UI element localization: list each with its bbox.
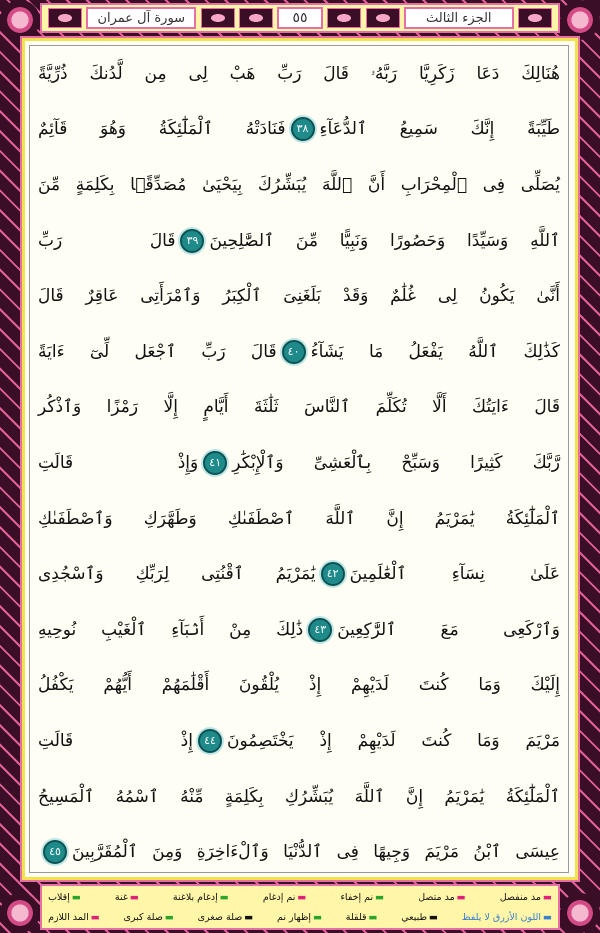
verse-text: طَيِّبَةً إِنَّكَ سَمِيعُ ٱلدُّعَآءِ [319, 119, 560, 140]
text-line [38, 546, 560, 602]
legend-item [124, 908, 174, 928]
color-swatch-icon: ▬ [375, 892, 385, 903]
color-swatch-icon: ▬ [164, 912, 174, 923]
color-swatch-icon: ▬ [429, 912, 439, 923]
ayah-number-marker: ٣٨ [291, 117, 315, 141]
text-line [38, 157, 560, 213]
verse-text: ذَٰلِكَ مِنْ أَنۢبَآءِ ٱلْغَيْبِ نُوحِيهِ [38, 619, 304, 640]
text-line [38, 324, 560, 380]
legend-label: غنة [114, 892, 128, 903]
verse-text: قَالَ رَبِّ [37, 230, 176, 251]
ornament [48, 8, 82, 28]
color-swatch-icon: ▬ [244, 912, 254, 923]
ayah-number-marker: ٣٩ [180, 229, 204, 253]
page-header [40, 3, 560, 33]
text-line [38, 46, 560, 102]
surah-title: سورة آل عمران [86, 7, 196, 29]
verse-text: كَذَٰلِكَ ٱللَّهُ يَفْعَلُ مَا يَشَآءُ [310, 341, 560, 362]
ayah-number-marker: ٤٢ [321, 562, 345, 586]
text-line [38, 268, 560, 324]
legend-item [173, 888, 229, 908]
corner-ornament [560, 0, 600, 40]
verse-text: رَّبَّكَ كَثِيرًا وَسَبِّحْ بِٱلْعَشِىِّ وَٱلْإِبْكَٰرِ [232, 452, 560, 473]
legend-row [48, 888, 552, 908]
text-line [38, 491, 560, 547]
ornament [327, 8, 361, 28]
text-line [38, 769, 560, 825]
ornament [201, 8, 235, 28]
color-swatch-icon: ▬ [543, 912, 552, 923]
text-line [38, 824, 560, 880]
ornament [518, 8, 552, 28]
legend-item [401, 908, 438, 928]
legend-label: مد متصل [418, 892, 455, 903]
color-swatch-icon: ▬ [297, 892, 307, 903]
verse-text: وَٱرْكَعِى مَعَ ٱلرَّٰكِعِينَ [337, 619, 560, 640]
verse-text: هُنَالِكَ دَعَا زَكَرِيَّا رَبَّهُۥ قَالَ رَبِّ هَبْ لِى مِن لَّدُنكَ ذُرِّيَّةً [38, 63, 560, 84]
legend-row [48, 908, 552, 928]
color-swatch-icon: ▬ [456, 892, 466, 903]
legend-label: إقلاب [48, 892, 70, 903]
verse-text: عِيسَى ٱبْنُ مَرْيَمَ وَجِيهًا فِى ٱلدُّنْيَا وَٱلْءَاخِرَةِ وَمِنَ ٱلْمُقَرَّبِينَ [72, 842, 560, 863]
legend-label: نم إخفاء [340, 892, 374, 903]
verse-text: إِلَيْكَ وَمَا كُنتَ لَدَيْهِمْ إِذْ يُلْقُونَ أَقْلَٰمَهُمْ أَيُّهُمْ يَكْفُلُ [38, 675, 560, 696]
verse-text: ٱللَّهِ وَسَيِّدًا وَحَصُورًا وَنَبِيًّا مِّنَ ٱلصَّٰلِحِينَ [209, 230, 560, 251]
text-line [38, 602, 560, 658]
color-swatch-icon: ▬ [71, 892, 81, 903]
legend-label: مد منفصل [499, 892, 542, 903]
color-swatch-icon: ▬ [368, 912, 378, 923]
verse-text: ٱلْمَلَٰٓئِكَةُ يَٰمَرْيَمُ إِنَّ ٱللَّهَ ٱصْطَفَىٰكِ وَطَهَّرَكِ وَٱصْطَفَىٰكِ [38, 508, 560, 529]
legend-label: إظهار نم [277, 912, 312, 923]
legend-item [418, 888, 465, 908]
legend-item [198, 908, 254, 928]
legend-label: إدغام بلاغنة [172, 892, 218, 903]
color-swatch-icon: ▬ [219, 892, 229, 903]
juz-title: الجزء الثالث [404, 7, 514, 29]
verse-text: ٱلْمَلَٰٓئِكَةُ يَٰمَرْيَمُ إِنَّ ٱللَّهَ يُبَشِّرُكِ بِكَلِمَةٍ مِّنْهُ ٱسْمُهُ ٱلْمَسِيحُ [38, 786, 560, 807]
color-swatch-icon: ▬ [90, 912, 100, 923]
quran-page [22, 38, 578, 880]
color-swatch-icon: ▬ [129, 892, 139, 903]
ornament [366, 8, 400, 28]
ayah-number-marker: ٤١ [203, 451, 227, 475]
verse-text: قَالَ رَبِّ ٱجْعَل لِّىٓ ءَايَةً [38, 341, 277, 362]
verse-text: فَنَادَتْهُ ٱلْمَلَٰٓئِكَةُ وَهُوَ قَآئِمٌ [37, 119, 286, 140]
legend-item [277, 908, 322, 928]
text-line [38, 435, 560, 491]
legend-label: طبيعي [401, 912, 428, 923]
color-swatch-icon: ▬ [313, 912, 323, 923]
text-line [38, 713, 560, 769]
legend-label: نم إدغام [262, 892, 296, 903]
corner-ornament [0, 0, 40, 40]
verse-text: يَٰمَرْيَمُ ٱقْنُتِى لِرَبِّكِ وَٱسْجُدِى [37, 564, 316, 585]
ayah-number-marker: ٤٥ [43, 840, 67, 864]
text-line [38, 380, 560, 436]
legend-label: صلة صغرى [197, 912, 243, 923]
tajweed-legend [40, 884, 560, 930]
legend-item [48, 908, 100, 928]
verse-text: أَنَّىٰ يَكُونُ لِى غُلَٰمٌ وَقَدْ بَلَغَنِىَ ٱلْكِبَرُ وَٱمْرَأَتِى عَاقِرٌ قَالَ [38, 286, 560, 307]
ornament [239, 8, 273, 28]
verse-text: مَرْيَمَ وَمَا كُنتَ لَدَيْهِمْ إِذْ يَخْتَصِمُونَ [226, 730, 560, 751]
verse-text: عَلَىٰ نِسَآءِ ٱلْعَٰلَمِينَ [349, 564, 560, 585]
legend-label: قلقلة [345, 912, 367, 923]
legend-label: المد اللازم [48, 912, 89, 923]
text-line [38, 102, 560, 158]
color-swatch-icon: ▬ [543, 892, 552, 903]
verse-text: وَإِذْ قَالَتِ [37, 452, 199, 473]
ayah-number-marker: ٤٠ [282, 340, 306, 364]
legend-label: اللون الأزرق لا يلفظ [461, 912, 542, 923]
page-number: ٥٥ [277, 7, 323, 29]
text-line [38, 213, 560, 269]
legend-item [346, 908, 378, 928]
legend-item [263, 888, 307, 908]
text-line [38, 658, 560, 714]
ayah-number-marker: ٤٤ [198, 729, 222, 753]
legend-item [115, 888, 139, 908]
legend-item [48, 888, 81, 908]
legend-item [462, 908, 552, 928]
legend-item [340, 888, 384, 908]
verse-text: يُصَلِّى فِى ٱلْمِحْرَابِ أَنَّ ٱللَّهَ يُبَشِّرُكَ بِيَحْيَىٰ مُصَدِّقًۢا بِكَلِمَةٍ مِّنَ [38, 174, 560, 195]
verse-text: إِذْ قَالَتِ [38, 730, 193, 751]
verse-text: قَالَ ءَايَتُكَ أَلَّا تُكَلِّمَ ٱلنَّاسَ ثَلَٰثَةَ أَيَّامٍ إِلَّا رَمْزًا وَٱذْكُر [38, 397, 560, 418]
corner-ornament [0, 893, 40, 933]
legend-item [500, 888, 552, 908]
legend-label: صلة كبرى [123, 912, 163, 923]
ayah-number-marker: ٤٣ [308, 618, 332, 642]
quran-text [29, 45, 569, 873]
corner-ornament [560, 893, 600, 933]
